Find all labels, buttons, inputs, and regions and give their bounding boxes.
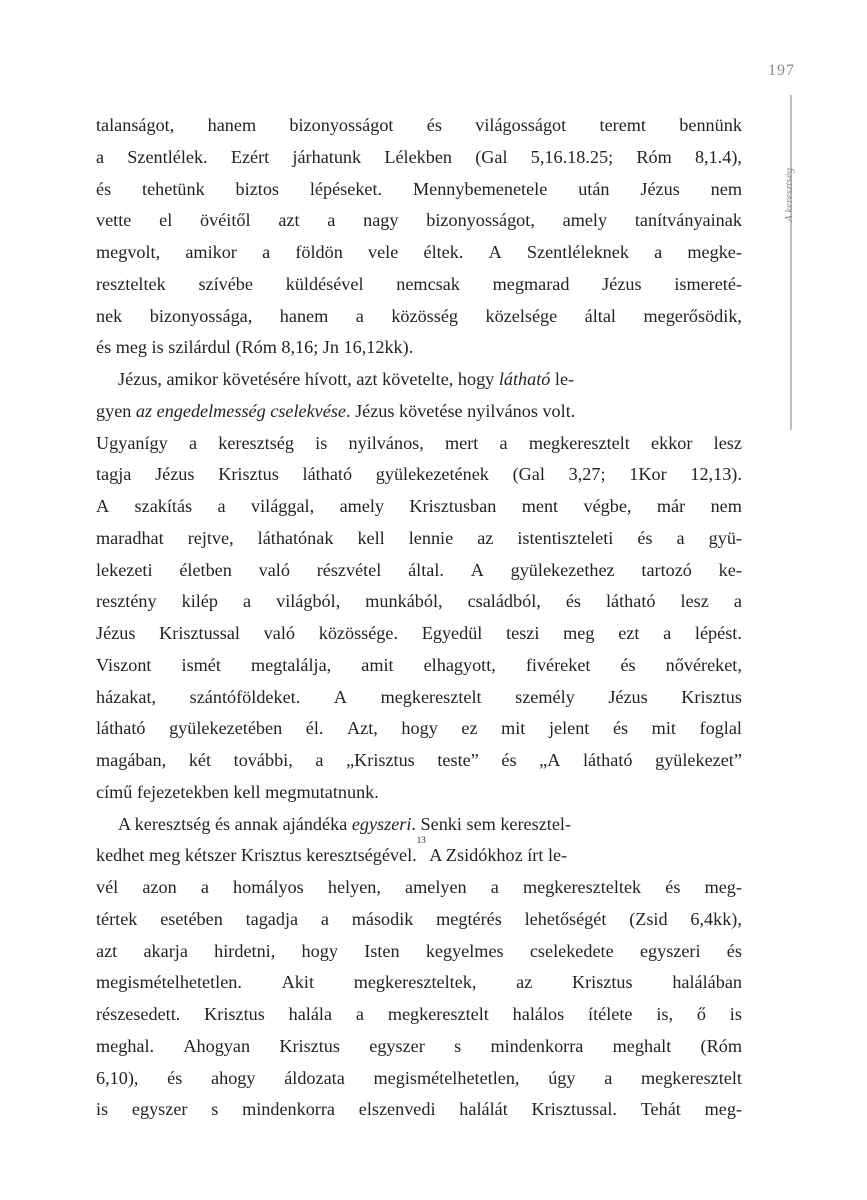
word: halálos bbox=[512, 1004, 565, 1024]
word: ment bbox=[521, 496, 559, 516]
word: megkereszteltek, bbox=[353, 972, 477, 993]
word: tanítványainak bbox=[634, 210, 742, 231]
word: kell bbox=[357, 527, 385, 548]
word: való bbox=[263, 623, 295, 643]
word: (Gal bbox=[512, 464, 545, 485]
word: közelsége bbox=[485, 305, 558, 326]
text-line bbox=[96, 872, 742, 904]
word: 8,1.4), bbox=[694, 146, 742, 167]
word: lesz bbox=[680, 591, 709, 612]
word: látható bbox=[582, 750, 633, 770]
word: a bbox=[327, 210, 336, 231]
word: hanem bbox=[207, 115, 257, 135]
text-line bbox=[96, 1063, 742, 1095]
word: után bbox=[578, 178, 610, 199]
word: a bbox=[96, 146, 105, 167]
word: akarja bbox=[143, 940, 188, 961]
word: házakat, bbox=[96, 686, 157, 707]
text-line bbox=[96, 142, 742, 174]
word: bennünk bbox=[679, 115, 742, 135]
word: amely bbox=[562, 210, 608, 231]
text-line bbox=[96, 237, 742, 269]
word: él. bbox=[305, 718, 324, 739]
word: ő bbox=[696, 1004, 706, 1024]
word: amikor bbox=[185, 242, 237, 262]
word: tagadja bbox=[245, 908, 299, 929]
word: Jézus bbox=[640, 178, 680, 199]
word: 5,16.18.25; bbox=[530, 146, 614, 167]
word: két bbox=[188, 750, 212, 770]
word: meg- bbox=[704, 877, 742, 897]
text-line bbox=[96, 110, 742, 142]
word: Krisztussal. bbox=[531, 1099, 617, 1120]
word: megkeresztelt bbox=[640, 1067, 742, 1088]
word: elhagyott, bbox=[423, 654, 496, 675]
word: lekezeti bbox=[96, 559, 153, 580]
word: homályos bbox=[233, 877, 304, 897]
text-line bbox=[96, 967, 742, 999]
word: a bbox=[355, 305, 364, 326]
word: nagy bbox=[363, 210, 399, 231]
word: Krisztusban bbox=[409, 496, 497, 516]
word: (Gal bbox=[475, 146, 508, 167]
footnote-marker[interactable]: 13 bbox=[416, 835, 426, 846]
word: tehetünk bbox=[142, 178, 205, 199]
word: Krisztus bbox=[218, 464, 279, 485]
word: a bbox=[320, 908, 329, 929]
word: nővéreket, bbox=[665, 654, 742, 675]
word: amelyen bbox=[405, 877, 467, 897]
word: Ahogyan bbox=[183, 1035, 251, 1056]
word: és bbox=[167, 1067, 183, 1088]
word: hogy bbox=[401, 718, 438, 739]
word: s bbox=[454, 1035, 462, 1056]
word: megtalálja, bbox=[250, 654, 332, 675]
word: Akit bbox=[281, 972, 314, 993]
word: mindenkorra bbox=[242, 1099, 335, 1120]
word: és bbox=[665, 877, 681, 897]
italic-phrase: egyszeri bbox=[351, 813, 412, 834]
word: látható bbox=[96, 718, 146, 739]
word: megkeresztelt bbox=[387, 1004, 489, 1024]
word: megke- bbox=[687, 242, 742, 262]
text-line bbox=[96, 1031, 742, 1063]
text-line bbox=[96, 713, 742, 745]
word: további, bbox=[233, 750, 293, 770]
word: teszi bbox=[506, 623, 540, 643]
word: istentiszteleti bbox=[517, 527, 614, 548]
word: megismételhetetlen. bbox=[96, 972, 242, 993]
word: a bbox=[315, 750, 324, 770]
running-head bbox=[783, 168, 795, 222]
text-line: A keresztség és annak ajándéka egyszeri . Senki sem keresztel- bbox=[96, 809, 742, 841]
word: tagja bbox=[96, 464, 132, 485]
word: meghal. bbox=[96, 1035, 155, 1056]
word: ahogy bbox=[211, 1067, 256, 1088]
word: ke- bbox=[718, 559, 742, 580]
word: közösség bbox=[391, 305, 458, 326]
word: mindenkorra bbox=[490, 1035, 584, 1056]
word: részesedett. bbox=[96, 1004, 181, 1024]
text-line: kedhet meg kétszer Krisztus keresztségével. 13 A Zsidókhoz írt le- bbox=[96, 840, 742, 872]
word: Szentléleknek bbox=[526, 242, 629, 262]
word: is bbox=[315, 432, 328, 453]
word: 1Kor bbox=[629, 464, 667, 485]
word: övéitől bbox=[200, 210, 251, 231]
word: amely bbox=[339, 496, 385, 516]
word: ez bbox=[461, 718, 478, 739]
word: maradhat bbox=[96, 527, 164, 548]
word: A bbox=[488, 242, 502, 262]
word: nek bbox=[96, 305, 123, 326]
word: gyülekezetében bbox=[169, 718, 283, 739]
word: megkeresztelt bbox=[380, 686, 482, 707]
word: Mennybemenetele bbox=[412, 178, 548, 199]
word: helyen, bbox=[327, 877, 381, 897]
word: küldésével bbox=[285, 273, 364, 294]
word: (Róm bbox=[700, 1035, 742, 1056]
word: ekkor bbox=[651, 432, 693, 453]
word: A bbox=[470, 559, 484, 580]
word: keresztség bbox=[218, 432, 294, 453]
word: a bbox=[243, 591, 252, 612]
word: teste” bbox=[437, 750, 479, 770]
word: is, bbox=[656, 1004, 674, 1024]
word: Egyedül bbox=[421, 623, 483, 643]
word: által bbox=[584, 305, 616, 326]
word: azon bbox=[142, 877, 177, 897]
word: Azt, bbox=[347, 718, 378, 739]
word: „A bbox=[539, 750, 561, 770]
word: rejtve, bbox=[187, 527, 234, 548]
word: magában, bbox=[96, 750, 167, 770]
word: világgal, bbox=[251, 496, 315, 516]
text-line: gyen az engedelmesség cselekvése . Jézus követése nyilvános volt. bbox=[96, 396, 742, 428]
word: „Krisztus bbox=[346, 750, 415, 770]
word: ismereté- bbox=[674, 273, 742, 294]
word: a bbox=[663, 623, 672, 643]
word: a bbox=[188, 432, 198, 453]
word: és bbox=[620, 654, 636, 675]
word: a bbox=[490, 877, 499, 897]
word: és bbox=[426, 115, 442, 135]
text-line bbox=[96, 269, 742, 301]
word: már bbox=[656, 496, 686, 516]
text-line bbox=[96, 1094, 742, 1126]
word: szakítás bbox=[134, 496, 193, 516]
word: áldozata bbox=[284, 1067, 345, 1088]
word: fivéreket bbox=[525, 654, 591, 675]
word: ezt bbox=[618, 623, 640, 643]
word: foglal bbox=[699, 718, 742, 739]
word: munkából, bbox=[365, 591, 443, 612]
word: Szentlélek. bbox=[127, 146, 208, 167]
word: világból, bbox=[276, 591, 341, 612]
word: járhatunk bbox=[292, 146, 362, 167]
word: a bbox=[499, 432, 508, 453]
margin-rule bbox=[790, 95, 792, 430]
word: második bbox=[351, 908, 414, 929]
text-line bbox=[96, 618, 742, 650]
word: gyü- bbox=[708, 527, 742, 548]
word: a bbox=[604, 1067, 613, 1088]
word: életben bbox=[179, 559, 232, 580]
word: A bbox=[333, 686, 347, 707]
italic-phrase: az engedelmesség cselekvése bbox=[135, 400, 346, 421]
word: (Zsid bbox=[629, 908, 668, 929]
italic-phrase: látható bbox=[498, 369, 551, 389]
word: közössége. bbox=[318, 623, 399, 643]
word: talanságot, bbox=[96, 115, 175, 135]
word: bizonyosságot, bbox=[426, 210, 535, 231]
word: Krisztus bbox=[571, 972, 633, 993]
word: halálát bbox=[459, 1099, 508, 1120]
body-text bbox=[96, 110, 742, 1126]
word: egyszeri bbox=[639, 940, 701, 961]
word: a bbox=[217, 496, 226, 516]
word: gyülekezetének bbox=[375, 464, 489, 485]
word: úgy bbox=[548, 1067, 576, 1088]
word: Viszont bbox=[96, 654, 152, 675]
word: Krisztus bbox=[279, 1035, 340, 1056]
word: meg bbox=[563, 623, 595, 643]
word: vél bbox=[96, 877, 119, 897]
word: hogy bbox=[301, 940, 338, 961]
word: az bbox=[516, 972, 533, 993]
word: mit bbox=[651, 718, 676, 739]
word: mit bbox=[501, 718, 526, 739]
word: meghalt bbox=[612, 1035, 672, 1056]
word: cselekedete bbox=[529, 940, 614, 961]
text-line bbox=[96, 491, 742, 523]
word: világosságot bbox=[475, 115, 567, 135]
text-line: Jézus, amikor követésére hívott, azt követelte, hogy látható le- bbox=[96, 364, 742, 396]
text-line bbox=[96, 999, 742, 1031]
word: lépéseket. bbox=[309, 178, 383, 199]
word: a bbox=[654, 242, 663, 262]
word: és bbox=[612, 718, 629, 739]
word: látható bbox=[302, 464, 353, 485]
text-line: című fejezetekben kell megmutatnunk. bbox=[96, 781, 379, 802]
word: A bbox=[96, 496, 110, 516]
word: megkeresztelt bbox=[528, 432, 630, 453]
word: megkereszteltek bbox=[522, 877, 642, 897]
word: és bbox=[637, 527, 653, 548]
word: megvolt, bbox=[96, 242, 161, 262]
word: hanem bbox=[279, 305, 329, 326]
word: végbe, bbox=[583, 496, 632, 516]
text-line bbox=[96, 523, 742, 555]
text-line bbox=[96, 904, 742, 936]
word: egyszer bbox=[369, 1035, 425, 1056]
word: a bbox=[676, 527, 685, 548]
text-line bbox=[96, 555, 742, 587]
word: részvétel bbox=[316, 559, 382, 580]
text-line bbox=[96, 174, 742, 206]
word: gyülekezet” bbox=[655, 750, 742, 770]
word: Lélekben bbox=[384, 146, 452, 167]
word: a bbox=[733, 591, 742, 612]
word: és bbox=[501, 750, 517, 770]
word: Tehát bbox=[640, 1099, 681, 1120]
word: és bbox=[565, 591, 581, 612]
word: bizonyosságot bbox=[289, 115, 394, 135]
word: kegyelmes bbox=[425, 940, 504, 961]
word: lehetőségét bbox=[524, 908, 607, 929]
text-line: és meg is szilárdul (Róm 8,16; Jn 16,12kk). bbox=[96, 337, 414, 358]
word: és bbox=[726, 940, 742, 961]
word: is bbox=[729, 1004, 742, 1024]
word: Ugyanígy bbox=[96, 432, 168, 453]
word: a bbox=[262, 242, 271, 262]
word: Krisztus bbox=[204, 1004, 265, 1024]
word: való bbox=[258, 559, 290, 580]
word: azt bbox=[278, 210, 300, 231]
word: lépést. bbox=[694, 623, 742, 643]
word: Jézus bbox=[96, 623, 136, 643]
text-line bbox=[96, 682, 742, 714]
word: 6,4kk), bbox=[690, 908, 742, 929]
word: hirdetni, bbox=[214, 940, 276, 961]
word: elszenvedi bbox=[358, 1099, 436, 1120]
text-line bbox=[96, 205, 742, 237]
word: is bbox=[96, 1099, 109, 1120]
word: Róm bbox=[636, 146, 672, 167]
word: tértek bbox=[96, 908, 138, 929]
word: látható bbox=[606, 591, 656, 612]
word: 12,13). bbox=[690, 464, 742, 485]
word: bizonyossága, bbox=[149, 305, 253, 326]
word: Krisztus bbox=[681, 686, 742, 707]
text-line bbox=[96, 301, 742, 333]
word: meg- bbox=[704, 1099, 742, 1120]
word: biztos bbox=[235, 178, 279, 199]
word: által. bbox=[408, 559, 444, 580]
word: lennie bbox=[408, 527, 454, 548]
word: Jézus bbox=[155, 464, 195, 485]
word: ítélete bbox=[588, 1004, 633, 1024]
word: azt bbox=[96, 940, 118, 961]
word: Isten bbox=[364, 940, 400, 961]
word: személy bbox=[515, 686, 575, 707]
word: amit bbox=[361, 654, 394, 675]
word: a bbox=[200, 877, 209, 897]
page-number: 197 bbox=[768, 62, 795, 79]
word: szívébe bbox=[198, 273, 253, 294]
word: teremt bbox=[599, 115, 646, 135]
word: jelent bbox=[548, 718, 590, 739]
text-line bbox=[96, 586, 742, 618]
word: halála bbox=[288, 1004, 333, 1024]
word: megmarad bbox=[492, 273, 570, 294]
word: gyülekezethez bbox=[510, 559, 615, 580]
word: megismételhetetlen, bbox=[373, 1067, 520, 1088]
word: családból, bbox=[467, 591, 541, 612]
word: éltek. bbox=[423, 242, 464, 262]
word: 3,27; bbox=[568, 464, 606, 485]
word: Jézus bbox=[602, 273, 642, 294]
word: nyilvános, bbox=[348, 432, 424, 453]
word: egyszer bbox=[131, 1099, 188, 1120]
text-line bbox=[96, 459, 742, 491]
word: tartozó bbox=[641, 559, 692, 580]
text-line bbox=[96, 428, 742, 460]
word: a bbox=[355, 1004, 364, 1024]
text-line bbox=[96, 650, 742, 682]
text-line bbox=[96, 745, 742, 777]
word: nemcsak bbox=[396, 273, 460, 294]
word: ismét bbox=[181, 654, 221, 675]
word: és bbox=[96, 178, 112, 199]
word: megtérés bbox=[436, 908, 502, 929]
word: el bbox=[159, 210, 173, 231]
word: Jézus bbox=[608, 686, 648, 707]
word: esetében bbox=[160, 908, 223, 929]
word: szántóföldeket. bbox=[189, 686, 301, 707]
word: nem bbox=[710, 496, 742, 516]
word: nem bbox=[710, 178, 742, 199]
word: 6,10), bbox=[96, 1067, 139, 1088]
word: megerősödik, bbox=[643, 305, 742, 326]
word: az bbox=[477, 527, 494, 548]
word: Krisztussal bbox=[159, 623, 240, 643]
word: vele bbox=[368, 242, 399, 262]
word: vette bbox=[96, 210, 132, 231]
running-head-text: A keresztség bbox=[783, 167, 795, 222]
word: Ezért bbox=[230, 146, 270, 167]
word: földön bbox=[295, 242, 343, 262]
word: mert bbox=[445, 432, 479, 453]
text-line bbox=[96, 936, 742, 968]
word: kilép bbox=[181, 591, 218, 612]
word: halálában bbox=[672, 972, 742, 993]
word: reszteltek bbox=[96, 273, 166, 294]
word: s bbox=[211, 1099, 219, 1120]
word: resztény bbox=[96, 591, 157, 612]
word: láthatónak bbox=[257, 527, 334, 548]
word: lesz bbox=[713, 432, 742, 453]
